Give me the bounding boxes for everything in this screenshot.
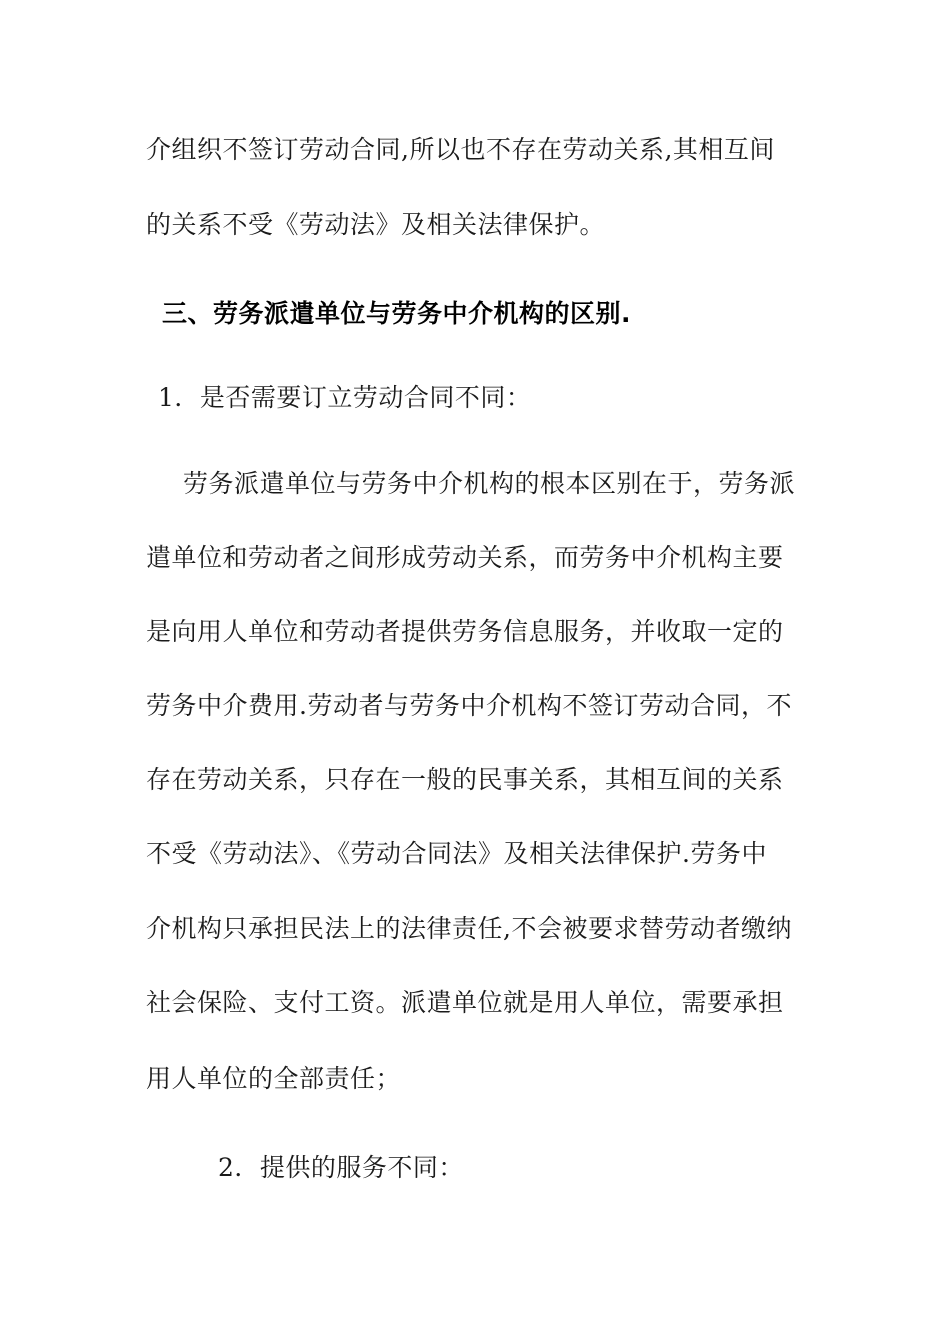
paragraph-line: 介机构只承担民法上的法律责任,不会被要求替劳动者缴纳 xyxy=(146,914,792,943)
section-heading: 三、劳务派遣单位与劳务中介机构的区别. xyxy=(162,299,631,328)
paragraph-line: 劳务中介费用.劳动者与劳务中介机构不签订劳动合同，不 xyxy=(146,691,792,720)
paragraph-line: 社会保险、支付工资。派遣单位就是用人单位，需要承担 xyxy=(146,988,784,1017)
paragraph-line: 的关系不受《劳动法》及相关法律保护。 xyxy=(146,210,606,239)
paragraph-line: 遣单位和劳动者之间形成劳动关系，而劳务中介机构主要 xyxy=(146,543,784,572)
subsection-heading: 1．是否需要订立劳动合同不同： xyxy=(158,383,532,412)
paragraph-line: 劳务派遣单位与劳务中介机构的根本区别在于，劳务派 xyxy=(183,469,796,498)
paragraph-line: 是向用人单位和劳动者提供劳务信息服务，并收取一定的 xyxy=(146,617,784,646)
paragraph-line: 存在劳动关系，只存在一般的民事关系，其相互间的关系 xyxy=(146,765,784,794)
paragraph-line: 介组织不签订劳动合同,所以也不存在劳动关系,其相互间 xyxy=(146,135,775,164)
subsection-heading: 2．提供的服务不同： xyxy=(218,1153,464,1182)
paragraph-line: 用人单位的全部责任； xyxy=(146,1064,402,1093)
paragraph-line: 不受《劳动法》、《劳动合同法》及相关法律保护.劳务中 xyxy=(146,839,767,868)
